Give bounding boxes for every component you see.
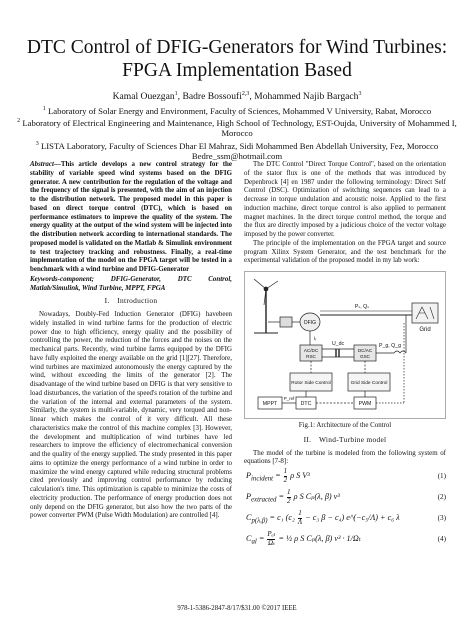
affiliation-sup: 1 xyxy=(42,106,46,113)
fraction-numerator: 1 xyxy=(283,467,288,476)
model-paragraph: The model of the turbine is modeled from the following system of equations [7-8]: xyxy=(244,448,446,466)
acdc-label: AC/DC xyxy=(303,348,319,353)
mppt-label: MPPT xyxy=(262,401,278,407)
section-heading-wind-turbine-model: II. Wind-Turbine model xyxy=(303,434,387,444)
dtc-paragraph: The DTC Control "Direct Torque Control", based on the orientation of the stator flux is one of the methods that was introduced by Depenbrock [4] en 1987 under the following terminology: Direct Self Control (DSC). Optimization of switching sequences can lead to a decrease in torque undulation and acoustic noise. Applied to the first induction machine, direct torque control is also applied to permanent magnet machines. In the direct torque control method, the torque and the flux are directly imposed by a judicious choice of the vector voltage imposed by the power converter. xyxy=(244,160,446,238)
equation-fraction xyxy=(287,489,291,505)
dtc-label: DTC xyxy=(300,401,312,407)
equation-mid: = xyxy=(278,492,287,502)
ps-qs-label: Pₛ, Qₛ xyxy=(354,304,370,310)
fraction-numerator: Pₐₗ xyxy=(267,530,276,539)
pg-qg-label: P_g, Q_g xyxy=(379,343,401,349)
ir-label: iᵣ xyxy=(314,336,317,342)
equation-4 xyxy=(244,529,446,550)
equation-mid: = xyxy=(275,471,283,481)
author-sup: 3 xyxy=(358,91,362,97)
affiliation-text: Laboratory of Solar Energy and Environment, Faculty of Sciences, Mohammed V University, Rabat, Morocco xyxy=(47,106,432,117)
abstract-text: This article develops a new control strategy for the stability of variable speed wind systems based on the DFIG generator. A new contribution for the regulation of the voltage and the frequency of the signal is presented, with the aim of an injection to the distribution network. The proposed model in this paper is based on direct torque control (DTC), which is based on performance estimators to improve the quality of the system. The energy quality at the output of the wind system will be injected into the distribution network according to international standards. The proposed model is validated on the Matlab & Simulink environment to test trajectory tracking and robustness. Finally, a real-time implementation of the model on the FPGA target will be tested in a benchmark with a wind turbine and DFIG-Generator xyxy=(30,160,232,273)
pref-label: P_ref xyxy=(283,396,295,401)
fraction-denominator: 2 xyxy=(283,475,288,484)
gearbox-icon xyxy=(280,317,292,327)
figure-frame xyxy=(245,272,446,419)
email[interactable]: Bedre_ssm@hotmail.com xyxy=(191,150,283,161)
gsc-label: GSC xyxy=(360,354,370,359)
rsc-label: RSC xyxy=(306,354,316,359)
dfig-machine xyxy=(300,313,320,331)
author-block xyxy=(8,88,466,161)
fraction-numerator: 1 xyxy=(287,488,291,497)
keywords-label: Keywords-component; xyxy=(30,274,94,283)
equation-lhs: C xyxy=(246,534,252,544)
wind-turbine-icon xyxy=(254,279,278,333)
author-name: Badre Bossoufi xyxy=(182,91,242,103)
affiliation-text: Laboratory of Electrical Engineering and Maintenance, High School of Technology, EST-Oujda, University of Mohammed I, Morocco xyxy=(22,118,457,139)
abstract: Abstract—This article develops a new control strategy for the stability of variable speed wind systems based on the DFIG generator. A new contribution for the regulation of the voltage and the frequency of the signal is presented, with the aim of an injection to the distribution network. The proposed model in this paper is based on direct torque control (DTC), which is based on performance estimators to improve the quality of the system. The energy quality at the output of the wind system will be injected into the distribution network according to international standards. The proposed model is validated on the Matlab & Simulink environment to test trajectory tracking and robustness. Finally, a real-time implementation of the model on the FPGA target will be tested in a benchmark with a wind turbine and DFIG-Generator xyxy=(30,160,232,273)
equation-sub: p(λ,β) xyxy=(251,517,268,525)
equation-fraction xyxy=(298,510,302,526)
equation-fraction xyxy=(284,468,288,484)
equation-rhs: = ½ ρ S Cₚ(λ, β) v³ · 1/Ωₜ xyxy=(278,534,361,544)
equation-2 xyxy=(244,487,446,508)
equation-rhs: − c₃ β − c₄) e^(−c₅/Λ) + c₆ λ xyxy=(305,513,400,523)
equation-lhs: P xyxy=(246,471,252,481)
equation-number: (3) xyxy=(437,514,446,523)
author-name: Mohammed Najib Bargach xyxy=(254,91,359,103)
affiliation xyxy=(8,104,466,116)
equation-mid: = c₁ (c₂ xyxy=(269,513,297,523)
equation-1 xyxy=(244,466,446,487)
author-sup: 2,3 xyxy=(241,91,250,97)
equation-sub: extracted xyxy=(251,496,277,504)
paper-title: DTC Control of DFIG-Generators for Wind Turbines: FPGA Implementation Based xyxy=(26,37,448,81)
equation-3 xyxy=(244,508,446,529)
keywords-text: DFIG-Generator, DTC Control, Matlab/Simulink, Wind Turbine, MPPT, FPGA xyxy=(30,274,233,292)
equation-sub: al xyxy=(251,538,257,546)
keywords xyxy=(30,275,232,293)
author-names: Kamal Ouezgan$^1$, Badre Bossoufi$^{2,3}$, Mohammed Najib Bargach$^3$ xyxy=(112,91,362,103)
equation-sub: incident xyxy=(251,475,274,483)
udc-label: U_dc xyxy=(331,341,345,347)
rsc-control-label: Rotor Side Control xyxy=(291,381,331,386)
equation-mid: = xyxy=(258,534,267,544)
equation-lhs: C xyxy=(246,513,252,523)
equation-number: (4) xyxy=(437,535,446,544)
section-heading-introduction: I. Introduction xyxy=(104,296,158,306)
author-name: Kamal Ouezgan xyxy=(112,91,175,103)
affiliation-text: LISTA Laboratory, Faculty of Sciences Dhar El Mahraz, Sidi Mohammed Ben Abdellah University, Fez, Morocco xyxy=(40,140,439,151)
equation-number: (2) xyxy=(437,493,446,502)
author-sup: 1 xyxy=(174,91,178,97)
dfig-label: DFIG xyxy=(304,320,316,326)
fraction-numerator: 1 xyxy=(298,509,302,518)
abstract-label: Abstract xyxy=(30,160,54,168)
pwm-label: PWM xyxy=(358,401,372,407)
affiliation xyxy=(8,116,466,138)
fraction-denominator: 2 xyxy=(287,496,291,505)
equation-lhs: P xyxy=(246,492,252,502)
intro-paragraph: Nowadays, Doubly-Fed Induction Generator (DFIG) havebeen widely installed in wind turbine farms for the production of electric power due to high efficiency, energy quality and the possibility of controlling the power, the reduction of the forces and the noises on the mechanical parts. Recently, wind turbine farms equipped by the DFIG have fully exploited the energy available on the grid [1][27]. Therefore, wind turbines are maximized autonomously the energy captured by the wind, without exceeding the limits of the generator [2]. The disadvantage of the wind turbine based on DFIG is that very sensitive to load disturbances, the variation of the speed's rotation of the turbine and the variation of the internal and external parameters of the system. Similarly, the system is multi-variable, dynamic, very torqued and non-linear which makes the control of it very difficult. All these characteristics make the control of this machine complex [3]. However, the development and multiplication of wind turbines have led researchers to improve the efficiency of electromechanical conversion and the quality of the energy supplied. The study presented in this paper aims to optimize the energy performance of a wind turbine in order to maximize the wind energy captured while reducing structural problems cited previously and improving control performance by reducing calculation's time. This optimization is capable to minimize the costs of electricity production. The performance of energy production does not only depend on the DFIG generator, but also how the two parts of the power converter PWM (Pulse Width Modulation) are controlled [4]. xyxy=(30,310,232,520)
left-column xyxy=(30,160,232,520)
affiliation-sup: 2 xyxy=(17,118,21,125)
grid-label: Grid xyxy=(419,327,431,333)
equation-number: (1) xyxy=(437,472,446,481)
affiliation xyxy=(8,139,466,151)
right-column xyxy=(244,160,446,550)
dcac-label: DC/AC xyxy=(357,348,373,353)
equation-fraction xyxy=(267,531,275,547)
grid-block xyxy=(412,303,438,333)
affiliation-sup: 3 xyxy=(35,140,39,147)
architecture-figure xyxy=(244,271,446,419)
figure-caption: Fig.1: Architecture of the Control xyxy=(298,422,392,429)
implementation-paragraph: The principle of the implementation on the FPGA target and source program Xilinx System Generator, and the test benchmark for the experimental validation of the proposed model in my lab work: xyxy=(244,238,446,265)
fraction-denominator: Λ xyxy=(297,517,303,526)
equation-rhs: ρ S V³ xyxy=(290,471,310,481)
gsc-control-label: Grid Side Control xyxy=(350,381,388,386)
architecture-diagram xyxy=(244,271,446,419)
copyright-footer: 978-1-5386-2847-8/17/$31.00 ©2017 IEEE xyxy=(177,605,297,612)
fraction-denominator: Ωₜ xyxy=(268,538,275,547)
equation-rhs: ρ S Cₚ(λ, β) v³ xyxy=(293,492,340,502)
